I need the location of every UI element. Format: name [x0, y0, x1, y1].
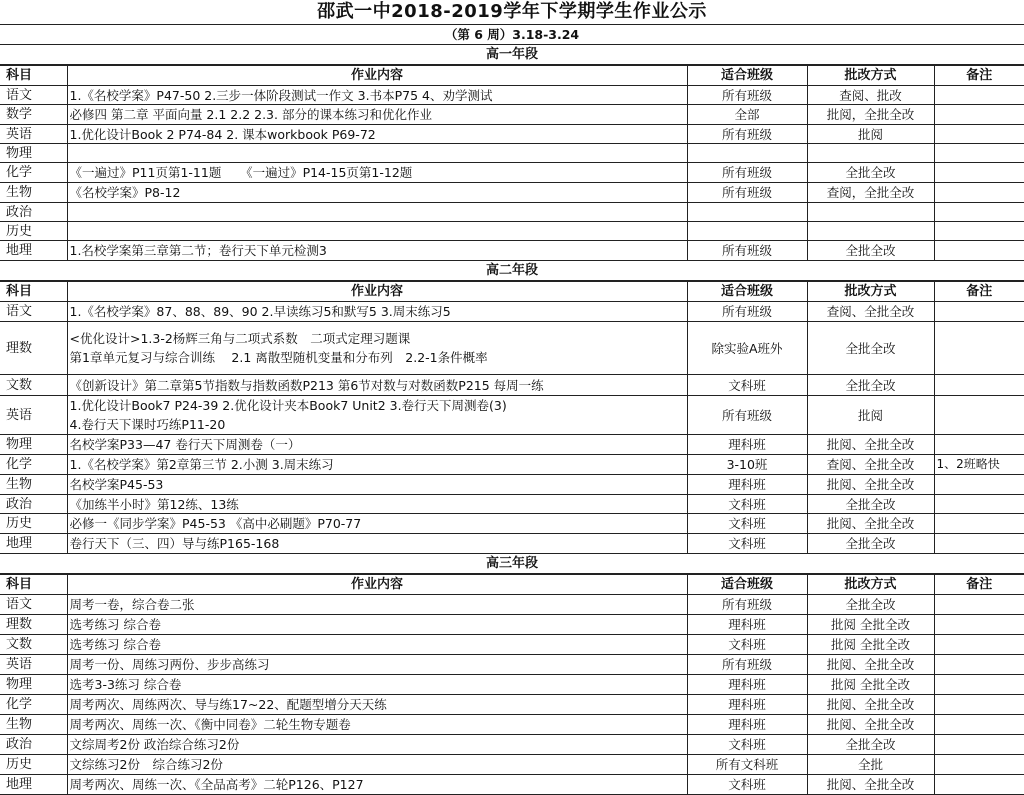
content-line: 1.《名校学案》第2章第三节 2.小测 3.周末练习 — [69, 457, 334, 472]
method-cell: 批阅、全批全改 — [807, 655, 934, 675]
header-content: 作业内容 — [67, 66, 687, 86]
subject-cell: 生物 — [0, 183, 67, 203]
section-title: 高三年段 — [0, 554, 1024, 574]
table-row — [0, 655, 1024, 675]
content-line: 必修一《同步学案》P45-53 《高中必刷题》P70-77 — [69, 516, 362, 531]
remark-cell — [934, 715, 1024, 735]
homework-table — [0, 65, 1024, 261]
classes-cell: 理科班 — [687, 435, 807, 455]
method-cell: 全批 — [807, 755, 934, 775]
table-row — [0, 163, 1024, 183]
subject-cell: 化学 — [0, 695, 67, 715]
classes-cell: 全部 — [687, 105, 807, 125]
classes-cell: 文科班 — [687, 635, 807, 655]
method-cell: 批阅，全批全改 — [807, 105, 934, 125]
method-cell: 批阅 — [807, 396, 934, 435]
content-line: 《创新设计》第二章第5节指数与指数函数P213 第6节对数与对数函数P215 每周一练 — [69, 377, 544, 393]
content-cell — [67, 183, 687, 203]
header-row — [0, 282, 1024, 302]
method-cell: 批阅 — [807, 125, 934, 144]
content-cell — [67, 695, 687, 715]
remark-cell — [934, 105, 1024, 125]
header-content: 作业内容 — [67, 282, 687, 302]
subject-cell: 政治 — [0, 495, 67, 514]
method-cell — [807, 203, 934, 222]
week-label: （第 6 周）3.18-3.24 — [0, 24, 1024, 45]
content-line: 《一遍过》P11页第1-11题 《一遍过》P14-15页第1-12题 — [69, 165, 413, 180]
remark-cell — [934, 222, 1024, 241]
content-cell — [67, 755, 687, 775]
subject-cell: 理数 — [0, 615, 67, 635]
table-row — [0, 125, 1024, 144]
table-row — [0, 144, 1024, 163]
remark-cell — [934, 375, 1024, 396]
subject-cell: 生物 — [0, 475, 67, 495]
content-cell — [67, 495, 687, 514]
method-cell: 全批全改 — [807, 735, 934, 755]
subject-cell: 生物 — [0, 715, 67, 735]
table-row — [0, 695, 1024, 715]
remark-cell — [934, 514, 1024, 534]
content-cell — [67, 241, 687, 261]
subject-cell: 物理 — [0, 144, 67, 163]
content-line: 选考练习 综合卷 — [69, 617, 161, 632]
subject-cell: 英语 — [0, 655, 67, 675]
subject-cell: 语文 — [0, 595, 67, 615]
method-cell: 批阅 全批全改 — [807, 615, 934, 635]
classes-cell: 所有班级 — [687, 241, 807, 261]
content-cell — [67, 222, 687, 241]
classes-cell: 文科班 — [687, 534, 807, 554]
header-method: 批改方式 — [807, 575, 934, 595]
classes-cell: 文科班 — [687, 775, 807, 795]
content-cell — [67, 375, 687, 396]
content-cell — [67, 635, 687, 655]
content-cell — [67, 435, 687, 455]
classes-cell: 除实验A班外 — [687, 322, 807, 375]
subject-cell: 化学 — [0, 455, 67, 475]
content-cell — [67, 675, 687, 695]
table-row — [0, 241, 1024, 261]
table-row — [0, 534, 1024, 554]
section-title: 高二年段 — [0, 261, 1024, 281]
table-row — [0, 302, 1024, 322]
subject-cell: 地理 — [0, 241, 67, 261]
remark-cell — [934, 86, 1024, 105]
content-line: 1.《名校学案》87、88、89、90 2.早读练习5和默写5 3.周末练习5 — [69, 304, 451, 319]
homework-table — [0, 574, 1024, 795]
subject-cell: 英语 — [0, 396, 67, 435]
section-title: 高一年段 — [0, 45, 1024, 65]
remark-cell — [934, 163, 1024, 183]
classes-cell: 所有班级 — [687, 396, 807, 435]
content-line: 选考练习 综合卷 — [69, 637, 161, 652]
content-line: 1.优化设计Book 2 P74-84 2. 课本workbook P69-72 — [69, 126, 376, 142]
subject-cell: 地理 — [0, 775, 67, 795]
remark-cell — [934, 241, 1024, 261]
content-line: 文综周考2份 政治综合练习2份 — [69, 737, 240, 752]
remark-cell — [934, 435, 1024, 455]
header-subject: 科目 — [0, 66, 67, 86]
subject-cell: 理数 — [0, 322, 67, 375]
content-cell — [67, 514, 687, 534]
subject-cell: 历史 — [0, 514, 67, 534]
method-cell: 查阅，全批全改 — [807, 183, 934, 203]
table-row — [0, 455, 1024, 475]
content-line: <优化设计>1.3-2杨辉三角与二项式系数 二项式定理习题课 — [69, 331, 411, 346]
content-cell — [67, 595, 687, 615]
remark-cell — [934, 675, 1024, 695]
method-cell: 全批全改 — [807, 495, 934, 514]
content-cell — [67, 322, 687, 375]
method-cell: 批阅、全批全改 — [807, 475, 934, 495]
classes-cell: 文科班 — [687, 514, 807, 534]
content-line: 名校学案P45-53 — [69, 477, 164, 492]
content-line: 周考两次、周练一次、《全品高考》二轮P126、P127 — [69, 777, 364, 792]
header-row — [0, 575, 1024, 595]
remark-cell — [934, 302, 1024, 322]
header-classes: 适合班级 — [687, 66, 807, 86]
classes-cell: 文科班 — [687, 375, 807, 396]
remark-cell — [934, 203, 1024, 222]
header-subject: 科目 — [0, 282, 67, 302]
subject-cell: 物理 — [0, 675, 67, 695]
sheet-title: 邵武一中2018-2019学年下学期学生作业公示 — [317, 1, 707, 22]
remark-cell — [934, 475, 1024, 495]
remark-cell — [934, 183, 1024, 203]
remark-cell: 1、2班略快 — [934, 455, 1024, 475]
content-line: 周考两次、周练一次、《衡中同卷》二轮生物专题卷 — [69, 717, 351, 732]
header-content: 作业内容 — [67, 575, 687, 595]
content-line: 文综练习2份 综合练习2份 — [69, 757, 223, 772]
table-row — [0, 203, 1024, 222]
content-line: 周考一份、周练习两份、步步高练习 — [69, 657, 270, 672]
content-line: 4.卷行天下课时巧练P11-20 — [69, 417, 226, 432]
table-row — [0, 183, 1024, 203]
remark-cell — [934, 144, 1024, 163]
method-cell — [807, 222, 934, 241]
classes-cell: 文科班 — [687, 735, 807, 755]
content-line: 1.优化设计Book7 P24-39 2.优化设计夹本Book7 Unit2 3.卷行天下周测卷(3) — [69, 398, 507, 413]
subject-cell: 地理 — [0, 534, 67, 554]
header-classes: 适合班级 — [687, 282, 807, 302]
content-line: 名校学案P33—47 卷行天下周测卷（一） — [69, 437, 301, 452]
method-cell: 批阅 全批全改 — [807, 635, 934, 655]
classes-cell: 理科班 — [687, 615, 807, 635]
classes-cell — [687, 144, 807, 163]
method-cell: 全批全改 — [807, 595, 934, 615]
method-cell: 查阅、全批全改 — [807, 302, 934, 322]
classes-cell: 文科班 — [687, 495, 807, 514]
remark-cell — [934, 125, 1024, 144]
remark-cell — [934, 322, 1024, 375]
content-cell — [67, 655, 687, 675]
remark-cell — [934, 635, 1024, 655]
table-row — [0, 495, 1024, 514]
content-cell — [67, 144, 687, 163]
content-line: 《名校学案》P8-12 — [69, 185, 181, 200]
header-row — [0, 66, 1024, 86]
table-row — [0, 375, 1024, 396]
content-cell — [67, 534, 687, 554]
content-line: 卷行天下（三、四）导与练P165-168 — [69, 536, 280, 551]
subject-cell: 政治 — [0, 203, 67, 222]
content-line: 《加练半小时》第12练、13练 — [69, 496, 239, 512]
method-cell: 批阅 全批全改 — [807, 675, 934, 695]
subject-cell: 英语 — [0, 125, 67, 144]
classes-cell: 所有班级 — [687, 655, 807, 675]
method-cell: 批阅、全批全改 — [807, 775, 934, 795]
table-row — [0, 595, 1024, 615]
table-row — [0, 86, 1024, 105]
content-cell — [67, 735, 687, 755]
content-cell — [67, 203, 687, 222]
content-cell — [67, 715, 687, 735]
table-row — [0, 105, 1024, 125]
content-cell — [67, 615, 687, 635]
subject-cell: 语文 — [0, 302, 67, 322]
classes-cell: 所有班级 — [687, 183, 807, 203]
method-cell: 批阅、全批全改 — [807, 435, 934, 455]
subject-cell: 历史 — [0, 222, 67, 241]
classes-cell: 理科班 — [687, 475, 807, 495]
content-line: 周考两次、周练两次、导与练17~22、配题型增分天天练 — [69, 697, 387, 712]
table-row — [0, 675, 1024, 695]
content-cell — [67, 86, 687, 105]
method-cell: 查阅、全批全改 — [807, 455, 934, 475]
table-row — [0, 715, 1024, 735]
header-remark: 备注 — [934, 66, 1024, 86]
content-line: 第1章单元复习与综合训练 2.1 离散型随机变量和分布列 2.2-1条件概率 — [69, 350, 488, 365]
table-row — [0, 435, 1024, 455]
classes-cell: 所有班级 — [687, 86, 807, 105]
method-cell: 全批全改 — [807, 241, 934, 261]
table-row — [0, 475, 1024, 495]
method-cell: 全批全改 — [807, 534, 934, 554]
remark-cell — [934, 534, 1024, 554]
content-cell — [67, 775, 687, 795]
subject-cell: 政治 — [0, 735, 67, 755]
table-row — [0, 755, 1024, 775]
classes-cell: 所有班级 — [687, 163, 807, 183]
table-row — [0, 514, 1024, 534]
table-row — [0, 222, 1024, 241]
remark-cell — [934, 495, 1024, 514]
subject-cell: 文数 — [0, 375, 67, 396]
content-cell — [67, 455, 687, 475]
classes-cell: 理科班 — [687, 695, 807, 715]
header-method: 批改方式 — [807, 66, 934, 86]
method-cell: 全批全改 — [807, 163, 934, 183]
classes-cell — [687, 222, 807, 241]
content-cell — [67, 105, 687, 125]
method-cell: 批阅、全批全改 — [807, 715, 934, 735]
classes-cell: 所有文科班 — [687, 755, 807, 775]
method-cell: 批阅、全批全改 — [807, 695, 934, 715]
classes-cell: 3-10班 — [687, 455, 807, 475]
remark-cell — [934, 615, 1024, 635]
remark-cell — [934, 595, 1024, 615]
table-row — [0, 322, 1024, 375]
header-method: 批改方式 — [807, 282, 934, 302]
homework-table — [0, 281, 1024, 554]
content-cell — [67, 125, 687, 144]
table-row — [0, 735, 1024, 755]
header-remark: 备注 — [934, 282, 1024, 302]
method-cell: 批阅、全批全改 — [807, 514, 934, 534]
header-remark: 备注 — [934, 575, 1024, 595]
remark-cell — [934, 775, 1024, 795]
classes-cell: 理科班 — [687, 675, 807, 695]
subject-cell: 数学 — [0, 105, 67, 125]
classes-cell: 所有班级 — [687, 125, 807, 144]
method-cell: 全批全改 — [807, 375, 934, 396]
subject-cell: 历史 — [0, 755, 67, 775]
remark-cell — [934, 735, 1024, 755]
classes-cell: 理科班 — [687, 715, 807, 735]
header-subject: 科目 — [0, 575, 67, 595]
classes-cell — [687, 203, 807, 222]
remark-cell — [934, 396, 1024, 435]
header-classes: 适合班级 — [687, 575, 807, 595]
remark-cell — [934, 695, 1024, 715]
content-cell — [67, 396, 687, 435]
content-line: 1.名校学案第三章第二节；卷行天下单元检测3 — [69, 243, 327, 258]
content-line: 1.《名校学案》P47-50 2.三步一体阶段测试一作文 3.书本P75 4、劝学测试 — [69, 87, 493, 103]
subject-cell: 物理 — [0, 435, 67, 455]
content-cell — [67, 302, 687, 322]
subject-cell: 语文 — [0, 86, 67, 105]
content-line: 周考一卷，综合卷二张 — [69, 597, 195, 612]
subject-cell: 化学 — [0, 163, 67, 183]
classes-cell: 所有班级 — [687, 595, 807, 615]
table-row — [0, 635, 1024, 655]
subject-cell: 文数 — [0, 635, 67, 655]
sections-container — [0, 45, 1024, 795]
method-cell — [807, 144, 934, 163]
content-cell — [67, 475, 687, 495]
content-cell — [67, 163, 687, 183]
table-row — [0, 396, 1024, 435]
method-cell: 查阅、批改 — [807, 86, 934, 105]
classes-cell: 所有班级 — [687, 302, 807, 322]
remark-cell — [934, 655, 1024, 675]
table-row — [0, 775, 1024, 795]
method-cell: 全批全改 — [807, 322, 934, 375]
remark-cell — [934, 755, 1024, 775]
table-row — [0, 615, 1024, 635]
content-line: 选考3-3练习 综合卷 — [69, 677, 182, 692]
content-line: 必修四 第二章 平面向量 2.1 2.2 2.3. 部分的课本练习和优化作业 — [69, 107, 432, 122]
